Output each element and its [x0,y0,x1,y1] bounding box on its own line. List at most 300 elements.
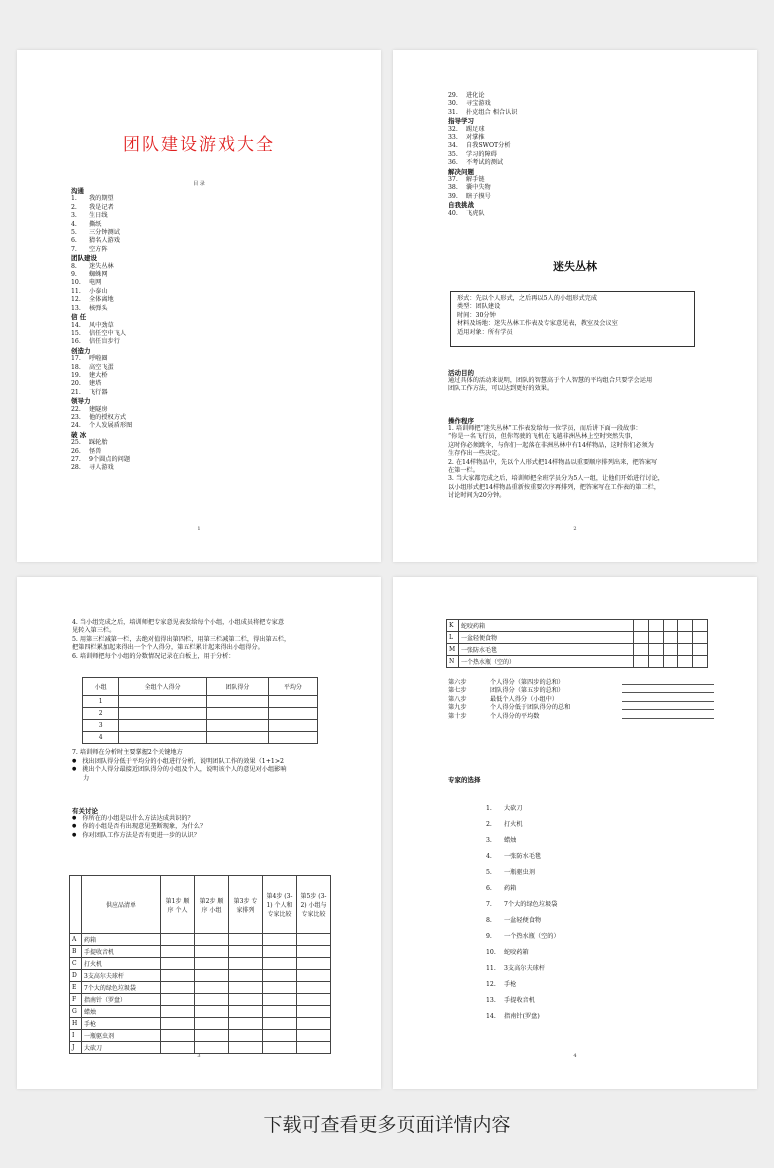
item-label: 蛇咬药箱 [504,949,529,956]
item-number: 35. [448,150,458,158]
row-letter: K [447,620,459,632]
info-line: 材料及场地：迷失丛林工作表及专家意见表，教室及会议室 [457,320,618,328]
table-cell: 4 [83,732,119,744]
item-label: 信任空中飞人 [89,329,127,337]
row-letter: H [70,1018,82,1030]
item-number: 28. [71,464,81,472]
table-header: 供应品清单 [82,876,161,934]
item-number: 31. [448,108,458,116]
toc-item [71,448,132,456]
item-label: 小泰山 [89,287,108,295]
expert-item [486,881,560,897]
supply-table-continued [446,619,708,668]
text-line: 以小组形式把14样物品重新按重要次序再排列，把答案写在工作表的第二栏， [448,483,661,491]
expert-item [486,961,560,977]
text-line: 见转入第三栏。 [72,627,116,635]
table-cell [678,644,693,656]
table-cell [161,958,195,970]
item-number: 30. [448,100,458,108]
step-label: 第七步 [448,687,467,695]
item-number: 37. [448,176,458,184]
step-label: 第十步 [448,712,467,720]
section-heading: 领导力 [71,397,91,406]
table-cell [229,970,263,982]
table-cell [195,934,229,946]
table-cell [633,656,648,668]
table-row [70,982,331,994]
item-label: 学习的障碍 [466,150,497,158]
item-number: 32. [448,125,458,133]
item-number: 23. [71,413,81,421]
table-header: 第2步 顺序 小组 [195,876,229,934]
table-row [83,696,318,708]
info-line: 类型：团队建设 [457,303,501,311]
item-label: 大砍刀 [504,805,523,812]
expert-item [486,833,560,849]
item-label: 一个热水瓶（空的） [504,933,560,940]
table-header: 全组个人得分 [119,678,207,696]
expert-item [486,849,560,865]
table-cell [663,632,678,644]
table-cell [263,1018,297,1030]
table-cell [648,620,663,632]
table-cell [161,934,195,946]
table-cell [633,632,648,644]
table-header: 小组 [83,678,119,696]
procedure-steps [72,619,342,661]
section-heading: 沟通 [71,187,84,195]
table-cell [648,632,663,644]
page-number: 1 [197,526,201,532]
table-cell [297,994,331,1006]
item-number: 13. [71,304,81,312]
item-number: 8. [486,917,492,924]
toc-item [71,364,132,372]
table-row [447,632,708,644]
table-cell [206,732,268,744]
item-label: 3支高尔夫球杆 [504,965,546,972]
item-label: 打火机 [504,821,523,828]
item-label: 呼啦圈 [89,355,108,363]
table-of-contents [71,187,132,473]
table-cell [195,970,229,982]
toc-item [71,212,132,220]
table-cell [268,720,317,732]
supply-item: 7个大的绿色垃圾袋 [82,982,161,994]
text-line: 通过具体的活动来说明，团队的智慧高于个人智慧的平均组合只要学会运用 [448,377,653,384]
item-label: 手枪 [504,981,517,988]
table-header: 平均分 [268,678,317,696]
toc-item [71,305,132,313]
item-label: 寻人游戏 [89,464,114,472]
table-row [70,970,331,982]
table-cell [229,982,263,994]
text-line: 团队工作方法，可以达到更好的效果。 [448,385,554,393]
text-line: 4. 当小组完成之后，培训师把专家意见表发给每个小组，小组成员将把专家意 [72,619,285,626]
answer-line [622,679,714,685]
item-number: 36. [448,159,458,167]
goal-text [448,377,708,394]
bullet-item: ● 你所在的小组是以什么方法达成共识的？ [72,815,206,823]
text-line: 2. 在14样物品中，先以个人形式把14样物品以重要顺序排列出来，把答案写 [448,458,658,466]
table-cell [206,720,268,732]
toc-item [71,372,132,380]
table-cell [161,994,195,1006]
item-label: 进化论 [466,92,485,99]
section-heading: 解决问题 [448,167,474,176]
item-label: 7个大的绿色垃圾袋 [504,901,558,908]
item-label: 个人发展盾形图 [89,422,133,430]
row-letter: D [70,970,82,982]
text-line: 讨论时间为20分钟。 [448,492,506,500]
expert-heading: 专家的选择 [448,776,481,784]
table-cell [119,708,207,720]
table-cell [678,632,693,644]
toc-item [448,142,517,150]
step-label: 第八步 [448,695,467,703]
toc-item [448,126,517,134]
item-label: 对掌推 [466,134,485,142]
step-7-bullets [72,758,342,783]
table-cell [229,1030,263,1042]
item-label: 我的期望 [89,195,114,203]
table-cell [229,1006,263,1018]
item-number: 4. [486,853,492,860]
item-label: 9个圆点的问题 [89,456,131,463]
item-label: 电网 [89,279,102,287]
table-cell [161,1006,195,1018]
item-number: 3. [486,837,492,844]
item-number: 14. [486,1013,496,1020]
row-letter: E [70,982,82,994]
table-cell [161,1042,195,1054]
table-row [447,644,708,656]
item-number: 15. [71,329,81,337]
table-cell [633,644,648,656]
row-letter: L [447,632,459,644]
item-number: 13. [486,997,496,1004]
step-text: 团队得分（第五步的总和） [490,687,565,695]
item-number: 9. [486,933,492,940]
step-text: 最低个人得分（小组中） [490,695,559,703]
table-row [447,620,708,632]
row-letter: G [70,1006,82,1018]
table-cell [195,1018,229,1030]
supply-item: 大砍刀 [82,1042,161,1054]
table-header: 团队得分 [206,678,268,696]
section-heading: 指导学习 [448,117,474,126]
page-number: 4 [573,1053,577,1059]
item-number: 20. [71,380,81,388]
item-label: 飞虎队 [466,209,485,217]
item-label: 撕纸 [89,220,102,228]
section-heading: 创造力 [71,346,91,355]
supply-item: 一张防水毛毯 [459,644,634,656]
toc-item [71,237,132,245]
page-number: 3 [197,1053,201,1059]
item-label: 全体离地 [89,296,114,304]
table-cell [268,696,317,708]
item-number: 16. [71,338,81,346]
item-label: 药箱 [504,885,517,892]
table-cell [119,696,207,708]
supply-item: 一个热水瓶（空的） [459,656,634,668]
supply-item: 一瓶驱虫剂 [82,1030,161,1042]
item-number: 10. [486,949,496,956]
score-step [448,713,714,721]
row-letter: N [447,656,459,668]
item-number: 24. [71,422,81,430]
item-number: 11. [486,965,496,972]
row-letter: J [70,1042,82,1054]
toc-item [71,221,132,229]
item-number: 9. [71,271,77,279]
table-of-contents-continued [448,92,517,218]
item-number: 40. [448,209,458,217]
table-row [70,1042,331,1054]
row-letter: I [70,1030,82,1042]
item-number: 7. [486,901,492,908]
table-header [70,876,82,934]
table-cell [195,1006,229,1018]
bullet-item: ● 你的小组是否有出现意见垄断现象，为什么？ [72,823,206,831]
item-label: 建塔 [89,380,102,388]
bullet-item: ● 挑出个人得分最接近团队得分的小组及个人，说明该个人的意见对小组影响 [72,766,342,774]
table-cell [161,1030,195,1042]
toc-item [448,151,517,159]
section-heading: 自我挑战 [448,201,474,210]
table-cell [263,946,297,958]
item-label: 不考试的测试 [466,159,504,167]
table-cell [297,1018,331,1030]
item-number: 29. [448,92,458,99]
info-line: 时间：30分钟 [457,311,496,319]
item-label: 迷失丛林 [89,262,114,270]
table-cell [663,644,678,656]
text-line: 这时你必须跳伞，与你们一起落在非洲丛林中有14样物品，这时你们必须为 [448,441,654,449]
toc-item [71,263,132,271]
toc-item [71,246,132,254]
toc-item [71,271,132,279]
score-step [448,687,714,695]
table-cell [263,958,297,970]
goal-heading: 活动目的 [448,369,474,377]
table-row [70,1006,331,1018]
item-number: 2. [71,203,77,211]
table-cell [297,958,331,970]
supply-item: 蛇咬药箱 [459,620,634,632]
step-text: 个人得分低于团队得分的总和 [490,704,571,712]
item-number: 3. [71,212,77,220]
text-line: 生存作出一些决定。 [448,450,504,458]
section-heading: 团队建设 [71,254,97,263]
item-label: 自我SWOT分析 [466,142,511,150]
toc-item [71,338,132,346]
toc-item [71,355,132,363]
table-cell: 3 [83,720,119,732]
item-number: 27. [71,456,81,463]
step-text: 个人得分（第四步的总和） [490,679,565,686]
info-line: 形式：先以个人形式，之后再以5人的小组形式完成 [457,295,598,302]
row-letter: F [70,994,82,1006]
item-label: 踢足球 [466,125,485,133]
table-cell [161,1018,195,1030]
table-cell [195,958,229,970]
table-cell [297,1030,331,1042]
bullet-item: ● 你对团队工作方法是否有更进一步的认识？ [72,832,206,840]
supply-table [69,875,331,1054]
toc-heading: 目 录 [193,181,205,187]
item-label: 高空飞蛋 [89,363,114,371]
item-label: 囊中失物 [466,184,491,192]
toc-item [71,380,132,388]
table-row [70,946,331,958]
answer-line [622,696,714,702]
text-line: “你是一名飞行员，但你驾驶的飞机在飞越非洲丛林上空时突然失事， [448,433,637,441]
text-line: 在第一栏。 [448,467,479,475]
expert-item [486,913,560,929]
toc-item [448,100,517,108]
answer-line [622,687,714,693]
item-label: 指南针(罗盘) [504,1013,540,1020]
document-page-3 [17,577,381,1089]
table-cell [693,644,708,656]
table-cell [663,620,678,632]
score-table [82,677,318,744]
table-cell [229,1042,263,1054]
table-cell [678,620,693,632]
table-cell [297,982,331,994]
item-label: 蜡烛 [504,837,517,844]
table-cell [195,1030,229,1042]
table-cell [693,632,708,644]
answer-line [622,704,714,710]
table-header: 第5步 (3-2) 小组与专家比较 [297,876,331,934]
document-page-2 [393,50,757,562]
item-number: 12. [486,981,496,988]
item-number: 21. [71,388,81,396]
table-cell [693,620,708,632]
expert-item [486,817,560,833]
procedure-heading: 操作程序 [448,417,474,425]
procedure-text [448,425,708,501]
item-label: 一张防水毛毯 [504,853,542,860]
game-title: 迷失丛林 [553,260,597,273]
score-step [448,696,714,704]
item-label: 扑克组合 相合认识 [466,108,518,116]
table-cell [663,656,678,668]
table-cell [206,708,268,720]
expert-item [486,929,560,945]
item-number: 6. [486,885,492,892]
supply-item: 手提收音机 [82,946,161,958]
item-label: 生日线 [89,212,108,220]
table-row [70,958,331,970]
item-number: 7. [71,245,77,253]
table-cell [195,994,229,1006]
row-letter: C [70,958,82,970]
score-step [448,704,714,712]
answer-line [622,713,714,719]
table-cell [648,644,663,656]
toc-item [71,296,132,304]
item-number: 39. [448,192,458,200]
supply-item: 手枪 [82,1018,161,1030]
table-row [70,1018,331,1030]
table-header: 第3步 专家排列 [229,876,263,934]
table-cell [268,708,317,720]
document-title: 团队建设游戏大全 [123,135,275,155]
item-number: 25. [71,439,81,447]
item-label: 瞎子摸号 [466,192,491,200]
toc-item [71,422,132,430]
table-cell [161,946,195,958]
item-label: 猜名人游戏 [89,237,120,245]
supply-item: 3支高尔夫球杆 [82,970,161,982]
row-letter: A [70,934,82,946]
table-cell [263,970,297,982]
text-line: 5. 用第三栏减第一栏，去绝对值得出第四栏，用第三栏减第二栏，得出第五栏， [72,635,291,643]
supply-item: 药箱 [82,934,161,946]
toc-item [71,195,132,203]
table-cell [229,1018,263,1030]
section-heading: 破 冰 [71,430,87,439]
item-number: 26. [71,447,81,455]
item-label: 手提收音机 [504,997,535,1004]
table-row [83,708,318,720]
discussion-list [72,815,206,840]
table-cell [263,994,297,1006]
item-label: 一瓶驱虫剂 [504,869,535,876]
footer-caption: 下载可查看更多页面详情内容 [263,1114,511,1136]
item-number: 22. [71,405,81,413]
row-letter: M [447,644,459,656]
step-7: 7. 培训师在分析时主要掌握2个关键地方 [72,749,183,756]
table-cell [195,982,229,994]
table-cell [263,1030,297,1042]
item-number: 17. [71,355,81,363]
supply-item: 一盆轻便食物 [459,632,634,644]
expert-item [486,1009,560,1025]
table-header: 第4步 (3-1) 个人和专家比较 [263,876,297,934]
item-label: 我是记者 [89,203,114,211]
toc-item [71,406,132,414]
table-cell [229,994,263,1006]
bullet-item: ● 找出团队得分低于平均分的小组进行分析，说明团队工作的效果（1+1>2 [72,758,342,766]
table-cell: 1 [83,696,119,708]
toc-item [71,322,132,330]
item-number: 5. [71,229,77,237]
toc-item [71,389,132,397]
table-cell [678,656,693,668]
table-cell [263,934,297,946]
item-label: 寻宝游戏 [466,100,491,108]
text-line: 1. 培训师把“迷失丛林”工作表发给每一位学员，而后讲下面一段故事： [448,425,642,432]
table-cell [693,656,708,668]
table-cell [297,934,331,946]
step-label: 第六步 [448,679,467,686]
table-row [70,994,331,1006]
table-cell [229,958,263,970]
item-label: 信任盲步行 [89,338,120,346]
item-number: 8. [71,262,77,270]
text-line: 3. 当大家都完成之后，培训师把全班学员分为5人一组，让他们开始进行讨论， [448,475,664,483]
supply-item: 打火机 [82,958,161,970]
document-page-4 [393,577,757,1089]
section-heading: 信 任 [71,313,87,322]
item-number: 12. [71,296,81,304]
item-number: 11. [71,287,81,295]
